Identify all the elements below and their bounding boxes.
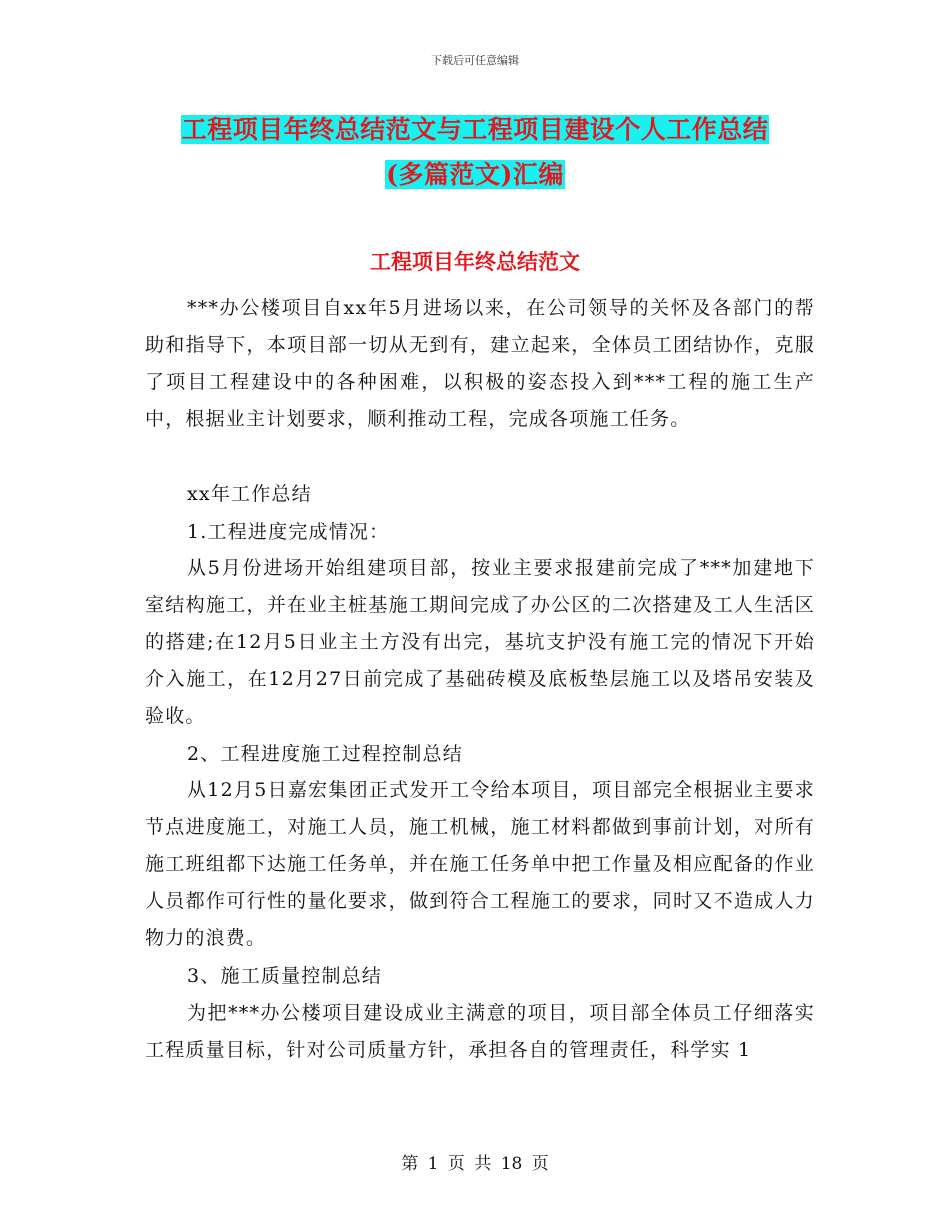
page-number-footer: 第 1 页 共 18 页 — [401, 1154, 549, 1174]
paragraph-quality-control-body: 为把***办公楼项目建设成业主满意的项目，项目部全体员工仔细落实工程质量目标，针对公司质量方针，承担各自的管理责任，科学实 1 — [145, 1002, 815, 1061]
paragraph-progress-body: 从5月份进场开始组建项目部，按业主要求报建前完成了***加建地下室结构施工，并在业主桩基施工期间完成了办公区的二次搭建及工人生活区的搭建;在12月5日业主土方没有出完，基坑支护没有施工完的情况下开始介入施工，在12月27日前完成了基础砖模及底板垫层施工以及塔吊安装及验收。 — [145, 557, 815, 727]
paragraph-process-control-body: 从12月5日嘉宏集团正式发开工令给本项目，项目部完全根据业主要求节点进度施工，对施工人员，施工机械，施工材料都做到事前计划，对所有施工班组都下达施工任务单，并在施工任务单中把工作量及相应配备的作业人员都作可行性的量化要求，做到符合工程施工的要求，同时又不造成人力物力的浪费。 — [145, 779, 815, 949]
paragraph-process-control-heading: 2、工程进度施工过程控制总结 — [187, 743, 463, 765]
document-title-text-1: 工程项目年终总结范文与工程项目建设个人工作总结 — [181, 115, 769, 144]
paragraph-progress-heading: 1.工程进度完成情况： — [187, 521, 390, 543]
paragraph-quality-control-heading: 3、施工质量控制总结 — [187, 965, 383, 987]
document-title-line-2 — [0, 158, 950, 192]
paragraph-intro: ***办公楼项目自xx年5月进场以来，在公司领导的关怀及各部门的帮助和指导下，本项目部一切从无到有，建立起来，全体员工团结协作，克服了项目工程建设中的各种困难，以积极的姿态投入到***工程的施工生产中，根据业主计划要求，顺利推动工程，完成各项施工任务。 — [145, 297, 815, 430]
header-note: 下载后可任意编辑 — [431, 54, 519, 67]
document-title-line-1 — [0, 113, 950, 147]
document-title-text-2: (多篇范文)汇编 — [386, 160, 564, 189]
section-title: 工程项目年终总结范文 — [370, 249, 580, 274]
paragraph-year-summary-heading: xx年工作总结 — [187, 483, 312, 505]
